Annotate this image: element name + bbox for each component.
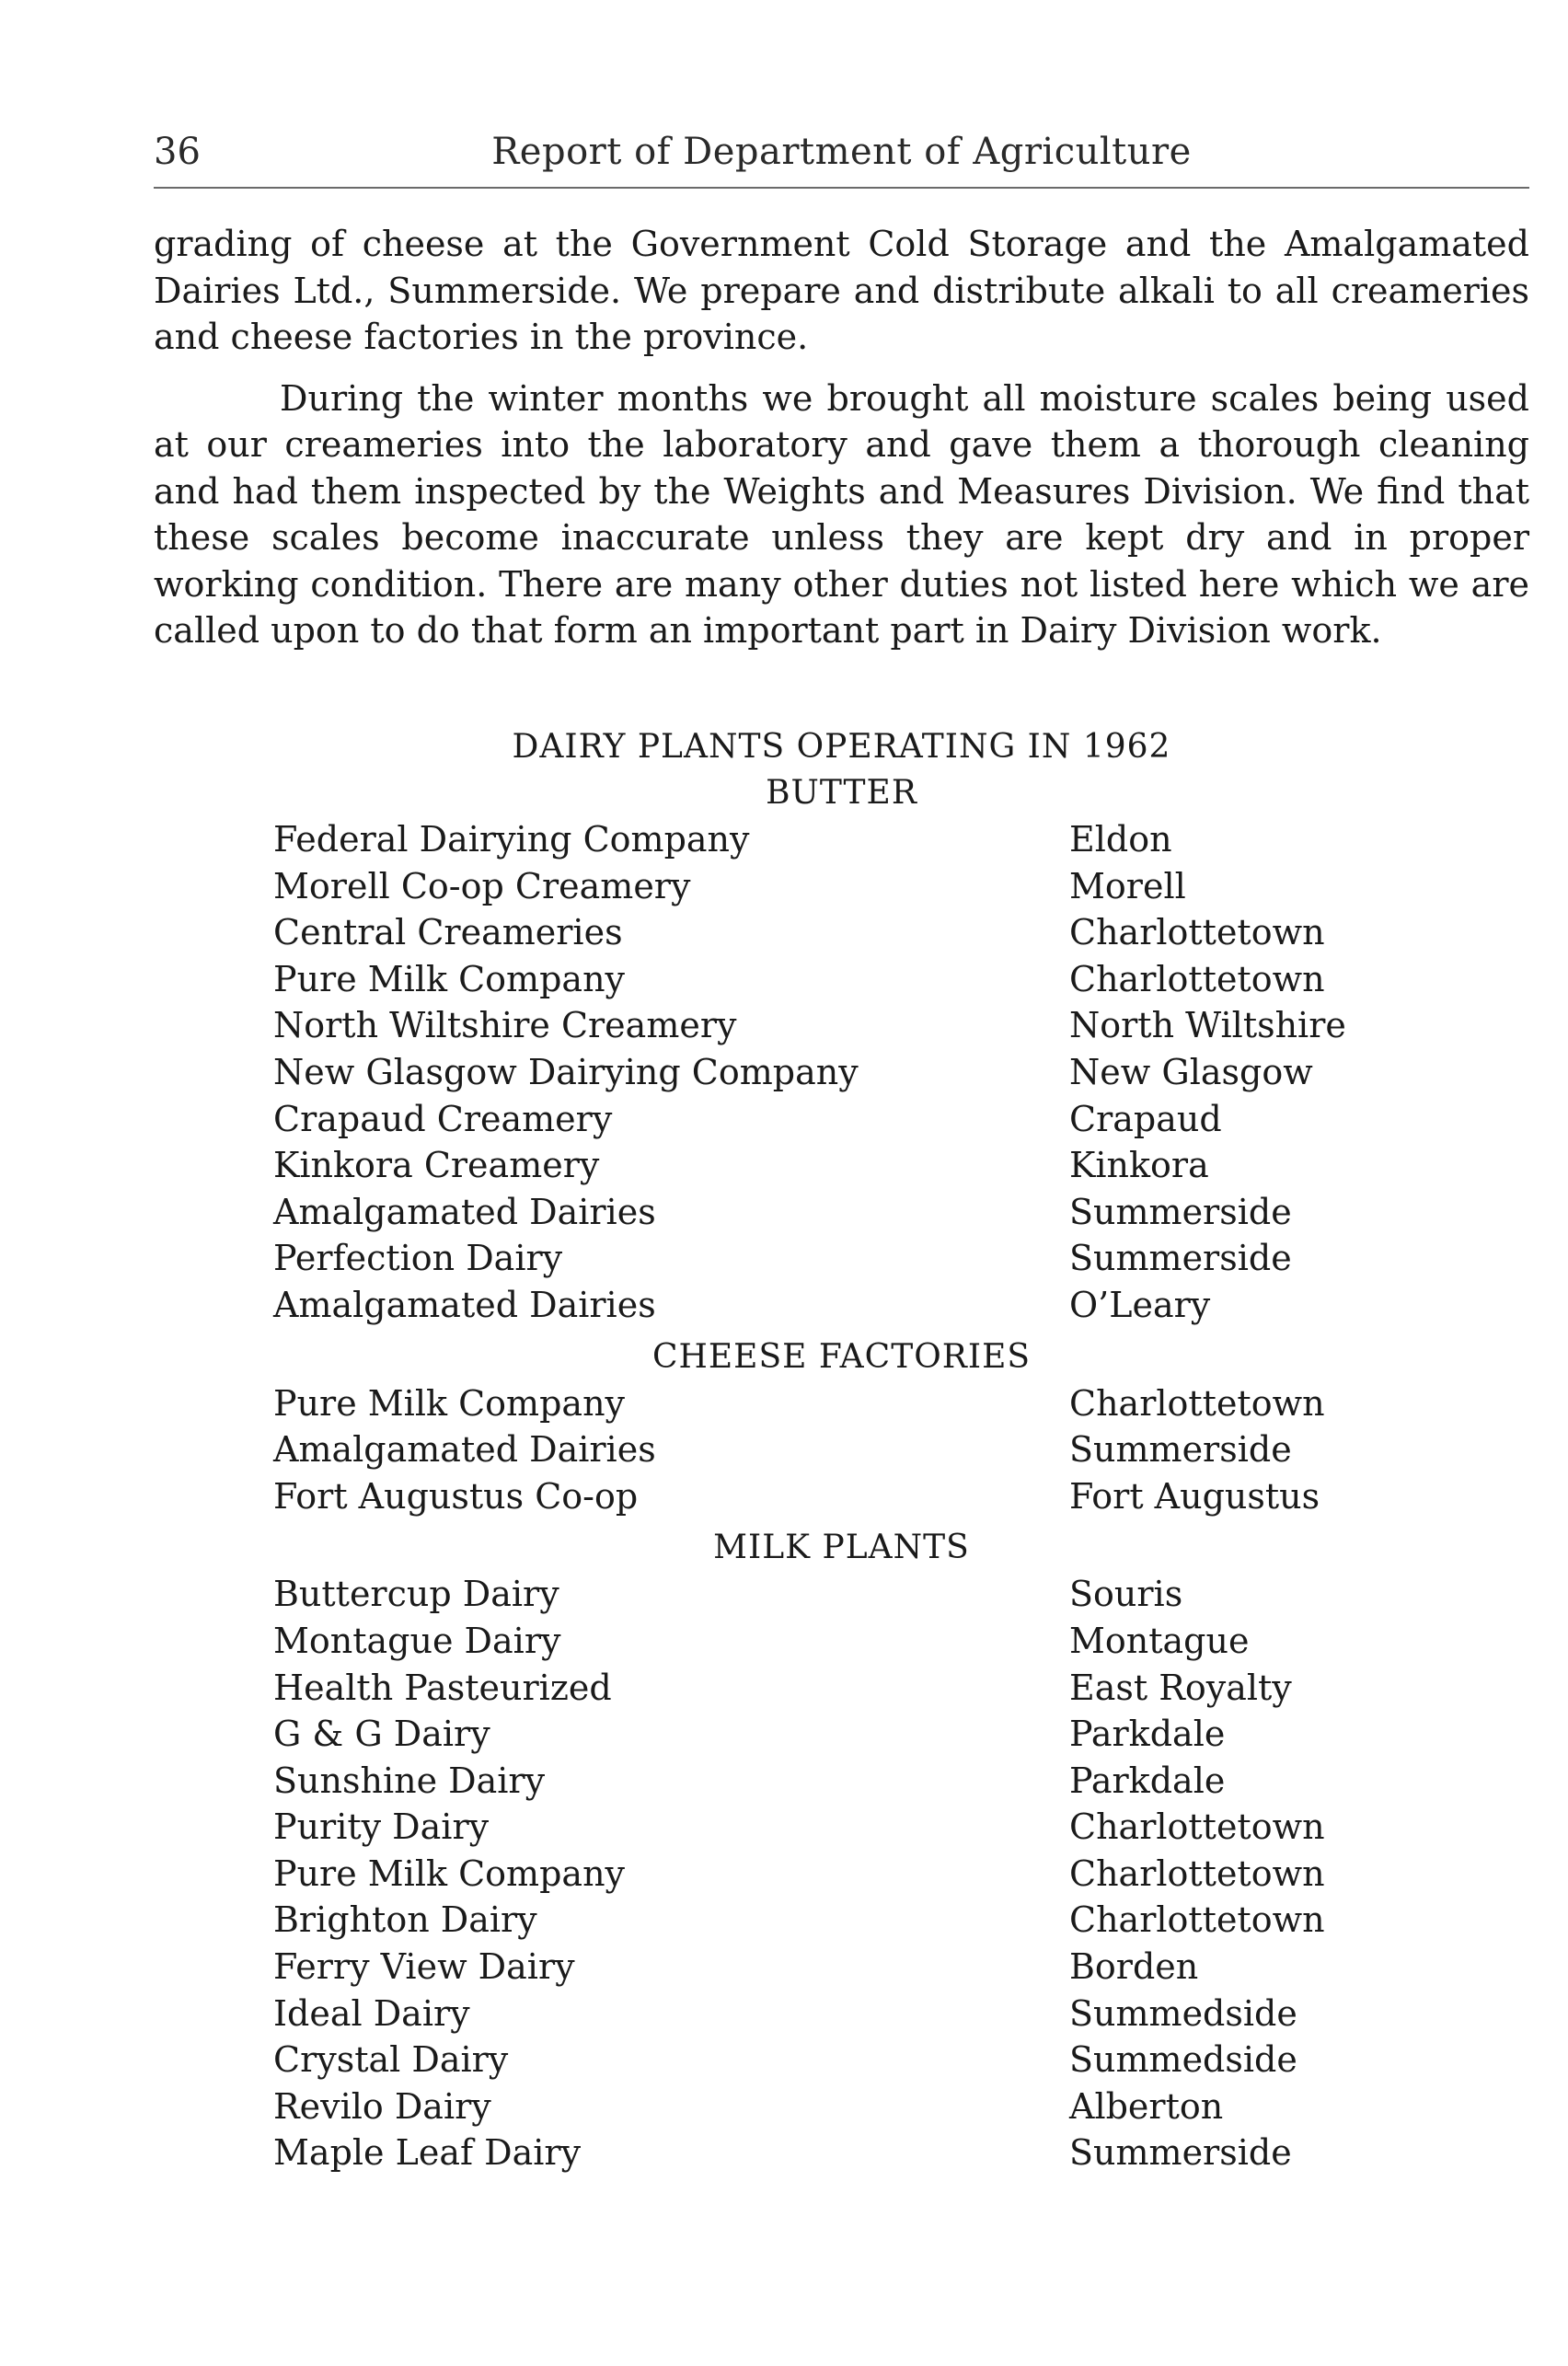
- plant-location: Kinkora: [1069, 1145, 1209, 1186]
- plant-name: Perfection Dairy: [273, 1238, 563, 1279]
- plant-location: Alberton: [1069, 2085, 1224, 2127]
- plant-location: Crapaud: [1069, 1098, 1222, 1139]
- list-item: [154, 1991, 1529, 2037]
- list-item: [154, 1049, 1529, 1096]
- list-item: [154, 1665, 1529, 1712]
- list-item: [154, 1758, 1529, 1805]
- page-number: 36: [154, 131, 201, 173]
- plant-name: Sunshine Dairy: [273, 1760, 546, 1801]
- running-title: Report of Department of Agriculture: [491, 131, 1192, 173]
- plant-name: Pure Milk Company: [273, 958, 626, 999]
- plant-name: New Glasgow Dairying Company: [273, 1051, 859, 1092]
- plant-name: Amalgamated Dairies: [273, 1284, 656, 1325]
- plant-location: Charlottetown: [1069, 912, 1325, 953]
- plant-list: [154, 1380, 1529, 1520]
- plant-list: [154, 1571, 1529, 2176]
- plant-location: Charlottetown: [1069, 1852, 1325, 1894]
- paragraph: grading of cheese at the Government Cold Storage and the Amalgamated Dairies Ltd., Summerside. We prepare and distribute alkali to all creameries and cheese factories in the province.: [154, 224, 1529, 357]
- dairy-plants-list: [154, 724, 1529, 2176]
- plant-name: Pure Milk Company: [273, 1382, 626, 1424]
- list-item: [154, 1571, 1529, 1618]
- plant-name: Ideal Dairy: [273, 1992, 470, 2034]
- list-item: [154, 816, 1529, 863]
- plant-location: O’Leary: [1069, 1284, 1211, 1325]
- list-item: [154, 1473, 1529, 1520]
- list-item: [154, 1096, 1529, 1143]
- list-item: [154, 956, 1529, 1003]
- list-item: [154, 1282, 1529, 1329]
- plant-location: Morell: [1069, 865, 1186, 906]
- plant-name: Central Creameries: [273, 912, 623, 953]
- plant-name: Morell Co-op Creamery: [273, 865, 691, 906]
- plant-location: Borden: [1069, 1946, 1199, 1988]
- plant-location: Souris: [1069, 1574, 1183, 1615]
- sections-container: [154, 770, 1529, 2176]
- plant-location: Parkdale: [1069, 1760, 1226, 1801]
- plant-name: Purity Dairy: [273, 1806, 490, 1848]
- plant-location: Charlottetown: [1069, 1899, 1325, 1941]
- plant-name: Pure Milk Company: [273, 1852, 626, 1894]
- list-item: [154, 1618, 1529, 1665]
- plant-name: Health Pasteurized: [273, 1667, 612, 1708]
- plant-name: Ferry View Dairy: [273, 1946, 575, 1988]
- plant-name: G & G Dairy: [273, 1714, 490, 1755]
- plant-location: Charlottetown: [1069, 1806, 1325, 1848]
- paragraph: During the winter months we brought all moisture scales being used at our creameries into the laboratory and gave them a thorough cleaning and had them inspected by the Weights and Measures Division. We find that these scales become inaccurate unless they are kept dry and in proper working condition. There are many other duties not listed here which we are called upon to do that form an important part in Dairy Division work.: [154, 377, 1529, 651]
- plant-location: Summerside: [1069, 1429, 1292, 1471]
- list-item: [154, 863, 1529, 910]
- list-item: [154, 909, 1529, 956]
- plant-name: Crystal Dairy: [273, 2039, 509, 2081]
- plant-name: North Wiltshire Creamery: [273, 1005, 737, 1046]
- plant-name: Brighton Dairy: [273, 1899, 537, 1941]
- list-item: [154, 1804, 1529, 1851]
- list-item: [154, 1711, 1529, 1758]
- list-item: [154, 1897, 1529, 1944]
- plant-location: Charlottetown: [1069, 958, 1325, 999]
- plant-location: Summedside: [1069, 1992, 1297, 2034]
- section-heading: MILK PLANTS: [713, 1529, 970, 1567]
- plant-location: Summerside: [1069, 1191, 1292, 1232]
- plant-location: Fort Augustus: [1069, 1475, 1320, 1517]
- plant-name: Revilo Dairy: [273, 2085, 491, 2127]
- list-title: DAIRY PLANTS OPERATING IN 1962: [512, 728, 1171, 766]
- list-item: [154, 1851, 1529, 1898]
- plant-name: Maple Leaf Dairy: [273, 2132, 582, 2174]
- plant-location: Parkdale: [1069, 1714, 1226, 1755]
- header-rule: [154, 187, 1529, 189]
- plant-name: Montague Dairy: [273, 1620, 561, 1661]
- plant-name: Kinkora Creamery: [273, 1145, 600, 1186]
- plant-location: Summedside: [1069, 2039, 1297, 2081]
- list-item: [154, 1142, 1529, 1189]
- plant-location: East Royalty: [1069, 1667, 1292, 1708]
- section-heading: CHEESE FACTORIES: [651, 1337, 1032, 1376]
- plant-location: North Wiltshire: [1069, 1005, 1346, 1046]
- plant-name: Federal Dairying Company: [273, 819, 750, 860]
- list-item: [154, 1944, 1529, 1991]
- plant-name: Amalgamated Dairies: [273, 1191, 656, 1232]
- plant-location: Summerside: [1069, 1238, 1292, 1279]
- plant-name: Amalgamated Dairies: [273, 1429, 656, 1471]
- list-item: [154, 2083, 1529, 2130]
- plant-location: New Glasgow: [1069, 1051, 1313, 1092]
- section-heading: BUTTER: [766, 774, 917, 812]
- list-item: [154, 1002, 1529, 1049]
- list-item: [154, 2129, 1529, 2176]
- plant-location: Summerside: [1069, 2132, 1292, 2174]
- list-item: [154, 1235, 1529, 1282]
- list-item: [154, 1426, 1529, 1473]
- plant-location: Eldon: [1069, 819, 1172, 860]
- plant-location: Charlottetown: [1069, 1382, 1325, 1424]
- plant-name: Buttercup Dairy: [273, 1574, 559, 1615]
- list-item: [154, 1380, 1529, 1427]
- plant-list: [154, 816, 1529, 1329]
- list-item: [154, 1189, 1529, 1236]
- plant-name: Fort Augustus Co-op: [273, 1475, 639, 1517]
- plant-name: Crapaud Creamery: [273, 1098, 613, 1139]
- list-item: [154, 2037, 1529, 2083]
- body-text: [154, 221, 1529, 654]
- plant-location: Montague: [1069, 1620, 1250, 1661]
- page-header: [154, 124, 1529, 179]
